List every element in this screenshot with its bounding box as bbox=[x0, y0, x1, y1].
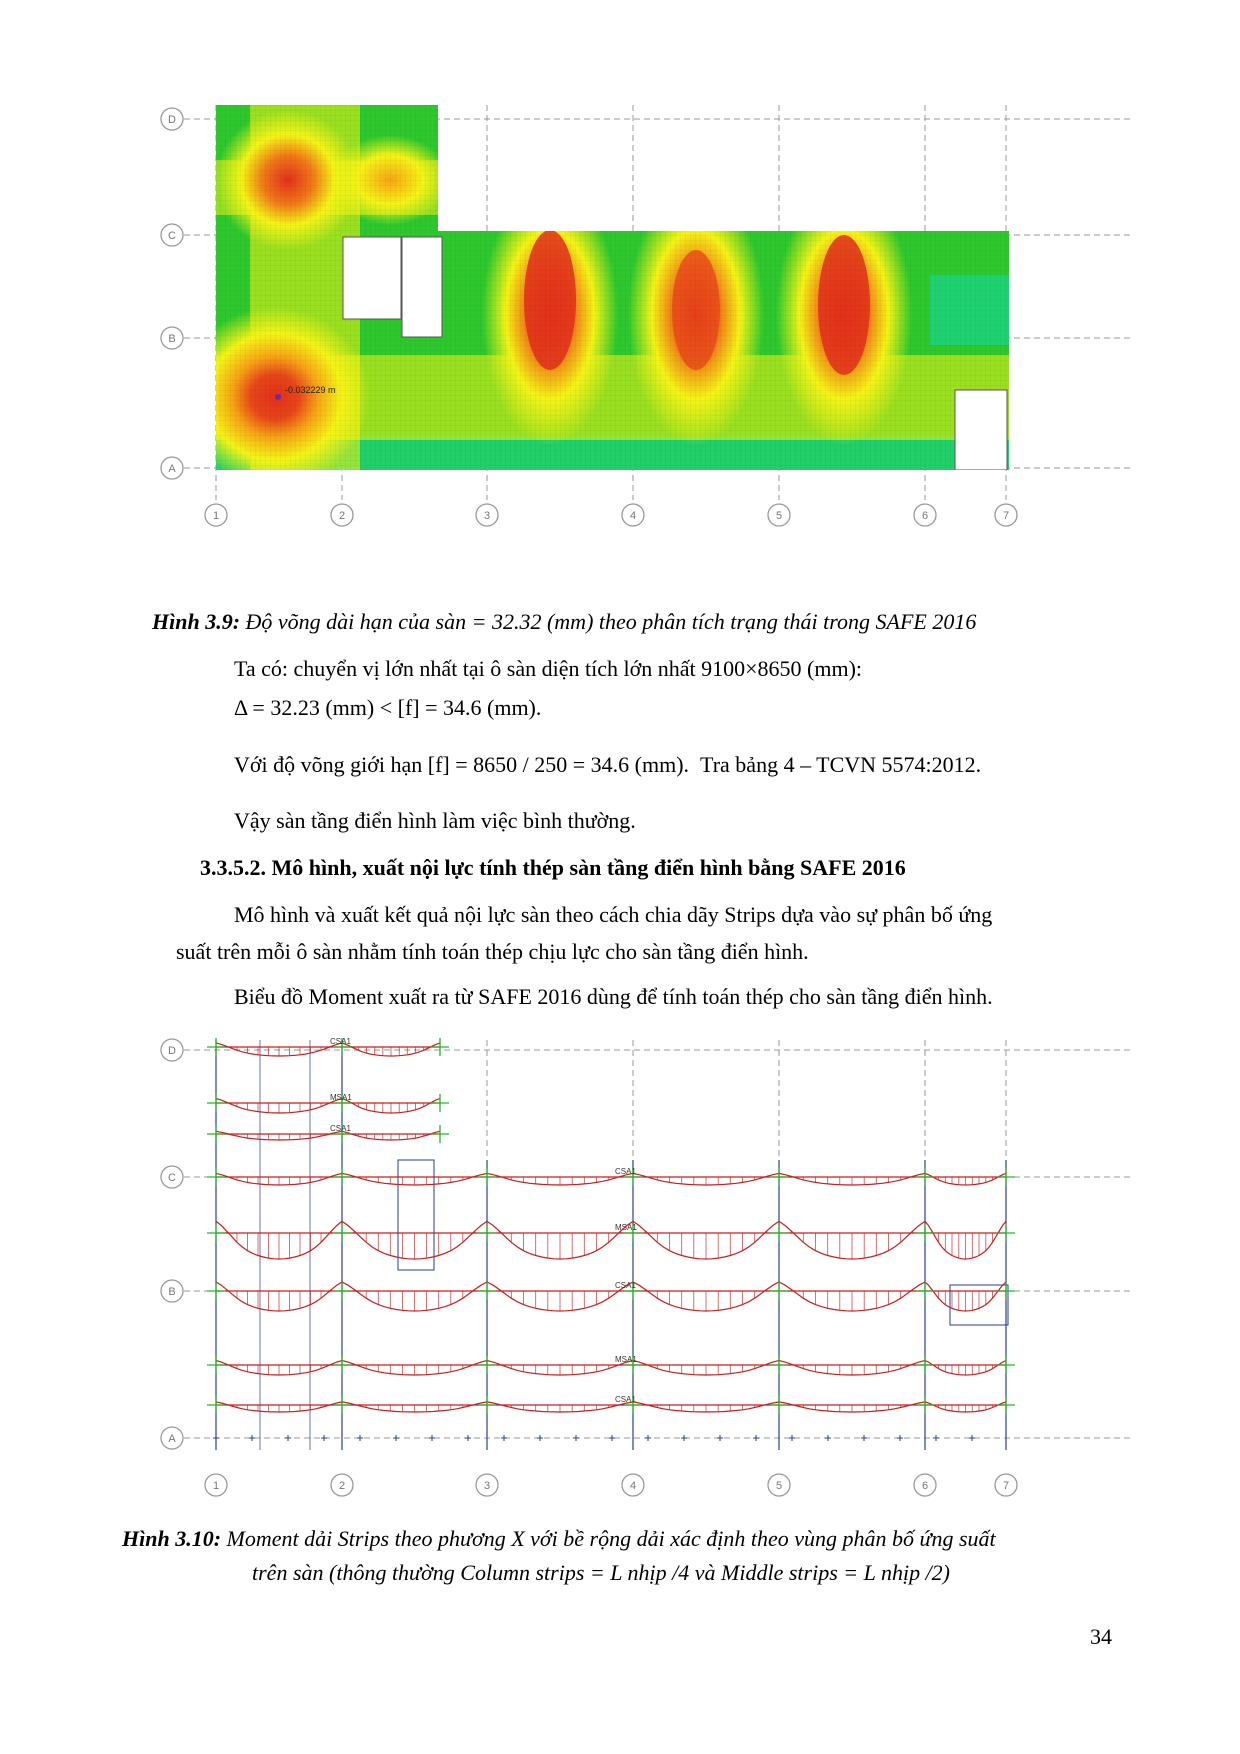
support-marker bbox=[207, 1168, 225, 1186]
moment-curve bbox=[216, 1131, 440, 1140]
node-marker bbox=[321, 1435, 327, 1441]
node-marker bbox=[609, 1435, 615, 1441]
grid-col-label: 4 bbox=[629, 1480, 637, 1492]
node-marker bbox=[393, 1435, 399, 1441]
support-marker bbox=[997, 1224, 1015, 1242]
support-marker bbox=[997, 1396, 1015, 1414]
moment-hatch bbox=[216, 1099, 440, 1114]
strip-label: CSA1 bbox=[615, 1395, 636, 1404]
support-marker bbox=[770, 1396, 788, 1414]
section-heading: 3.3.5.2. Mô hình, xuất nội lực tính thép sàn tầng điển hình bằng SAFE 2016 bbox=[200, 855, 906, 880]
caption-text: Moment dải Strips theo phương X với bề rộng dải xác định theo vùng phân bố ứng suất bbox=[221, 1526, 996, 1551]
support-marker bbox=[770, 1168, 788, 1186]
node-marker bbox=[537, 1435, 543, 1441]
grid-col-label: 2 bbox=[338, 1480, 346, 1492]
node-marker bbox=[897, 1435, 903, 1441]
node-marker bbox=[861, 1435, 867, 1441]
support-marker bbox=[207, 1282, 225, 1300]
paragraph: Vậy sàn tầng điển hình làm việc bình thường. bbox=[234, 808, 636, 833]
node-marker bbox=[465, 1435, 471, 1441]
support-marker bbox=[207, 1038, 225, 1056]
support-marker bbox=[997, 1356, 1015, 1374]
support-marker bbox=[333, 1168, 351, 1186]
support-marker bbox=[916, 1224, 934, 1242]
support-marker bbox=[207, 1356, 225, 1374]
grid-col-label: 5 bbox=[775, 1480, 783, 1492]
support-marker bbox=[431, 1038, 449, 1056]
strip-label: MSA1 bbox=[330, 1093, 352, 1102]
support-marker bbox=[478, 1356, 496, 1374]
grid-col-label: 2 bbox=[338, 510, 346, 522]
support-marker bbox=[207, 1125, 225, 1143]
grid-row-label: B bbox=[168, 333, 176, 345]
figure-caption-3-10-line2: trên sàn (thông thường Column strips = L nhịp /4 và Middle strips = L nhịp /2) bbox=[252, 1560, 951, 1585]
moment-curve bbox=[216, 1173, 1006, 1185]
node-marker bbox=[753, 1435, 759, 1441]
formula-text: Với độ võng giới hạn [f] = 8650 / 250 = 34.6 (mm). bbox=[234, 752, 690, 777]
strip-label: MSA1 bbox=[615, 1355, 637, 1364]
node-marker bbox=[249, 1435, 255, 1441]
strip-label: CSA1 bbox=[615, 1167, 636, 1176]
grid-row-label: A bbox=[168, 1433, 176, 1445]
paragraph: Biểu đồ Moment xuất ra từ SAFE 2016 dùng để tính toán thép cho sàn tầng điển hình. bbox=[234, 984, 993, 1009]
max-deflection-label: -0.032229 m bbox=[285, 385, 336, 395]
strip-label: CSA1 bbox=[330, 1124, 351, 1133]
page-number: 34 bbox=[1090, 1624, 1112, 1649]
support-marker bbox=[916, 1396, 934, 1414]
node-marker bbox=[681, 1435, 687, 1441]
grid-col-label: 6 bbox=[921, 510, 929, 522]
moment-curve bbox=[216, 1282, 1006, 1311]
support-marker bbox=[916, 1356, 934, 1374]
strip-label: MSA1 bbox=[615, 1223, 637, 1232]
support-marker bbox=[478, 1168, 496, 1186]
support-marker bbox=[207, 1094, 225, 1112]
paragraph: Δ = 32.23 (mm) < [f] = 34.6 (mm). bbox=[234, 695, 542, 720]
support-marker bbox=[431, 1094, 449, 1112]
strip-label: CSA1 bbox=[615, 1281, 636, 1290]
node-marker bbox=[645, 1435, 651, 1441]
deflection-contour-figure bbox=[160, 105, 1140, 595]
moment-curve bbox=[216, 1221, 1006, 1259]
figure-caption-3-9 bbox=[152, 605, 976, 639]
node-marker bbox=[429, 1435, 435, 1441]
caption-label: Hình 3.10: bbox=[122, 1526, 222, 1551]
grid-col-label: 3 bbox=[483, 510, 491, 522]
moment-curve bbox=[216, 1099, 440, 1114]
support-marker bbox=[916, 1168, 934, 1186]
grid-row-label: D bbox=[168, 114, 176, 126]
moment-strips-figure bbox=[160, 1030, 1140, 1510]
node-marker bbox=[789, 1435, 795, 1441]
support-marker bbox=[333, 1396, 351, 1414]
node-marker bbox=[357, 1435, 363, 1441]
node-marker bbox=[933, 1435, 939, 1441]
node-marker bbox=[573, 1435, 579, 1441]
grid-row-label: C bbox=[168, 1172, 176, 1184]
grid-col-label: 5 bbox=[775, 510, 783, 522]
grid-row-label: A bbox=[168, 463, 176, 475]
grid-col-label: 7 bbox=[1002, 510, 1010, 522]
caption-text: Độ võng dài hạn của sàn = 32.32 (mm) theo phân tích trạng thái trong SAFE 2016 bbox=[240, 609, 977, 634]
grid-col-label: 1 bbox=[212, 1480, 220, 1492]
node-marker bbox=[285, 1435, 291, 1441]
support-marker bbox=[431, 1125, 449, 1143]
strip-label: CSA1 bbox=[330, 1037, 351, 1046]
support-marker bbox=[333, 1356, 351, 1374]
node-marker bbox=[717, 1435, 723, 1441]
paragraph bbox=[234, 748, 981, 782]
support-marker bbox=[478, 1396, 496, 1414]
moment-curve bbox=[216, 1361, 1006, 1376]
grid-row-label: D bbox=[168, 1045, 176, 1057]
support-marker bbox=[207, 1396, 225, 1414]
support-marker bbox=[770, 1356, 788, 1374]
node-marker bbox=[825, 1435, 831, 1441]
caption-label: Hình 3.9: bbox=[152, 609, 241, 634]
support-marker bbox=[997, 1168, 1015, 1186]
moment-curve bbox=[216, 1043, 440, 1056]
node-marker bbox=[213, 1435, 219, 1441]
grid-col-label: 1 bbox=[212, 510, 220, 522]
node-marker bbox=[969, 1435, 975, 1441]
paragraph: suất trên mỗi ô sàn nhằm tính toán thép chịu lực cho sàn tầng điển hình. bbox=[176, 939, 809, 964]
moment-curve bbox=[216, 1402, 1006, 1412]
support-marker bbox=[478, 1224, 496, 1242]
grid-row-label: C bbox=[168, 230, 176, 242]
paragraph: Mô hình và xuất kết quả nội lực sàn theo cách chia dãy Strips dựa vào sự phân bố ứng bbox=[234, 902, 993, 927]
figure-caption-3-10 bbox=[122, 1522, 1132, 1556]
paragraph: Ta có: chuyển vị lớn nhất tại ô sàn diện tích lớn nhất 9100×8650 (mm): bbox=[234, 656, 863, 681]
support-marker bbox=[770, 1224, 788, 1242]
grid-col-label: 6 bbox=[921, 1480, 929, 1492]
reference-text: Tra bảng 4 – TCVN 5574:2012. bbox=[700, 752, 982, 777]
node-marker bbox=[501, 1435, 507, 1441]
grid-col-label: 3 bbox=[483, 1480, 491, 1492]
grid-col-label: 7 bbox=[1002, 1480, 1010, 1492]
grid-row-label: B bbox=[168, 1286, 176, 1298]
grid-col-label: 4 bbox=[629, 510, 637, 522]
